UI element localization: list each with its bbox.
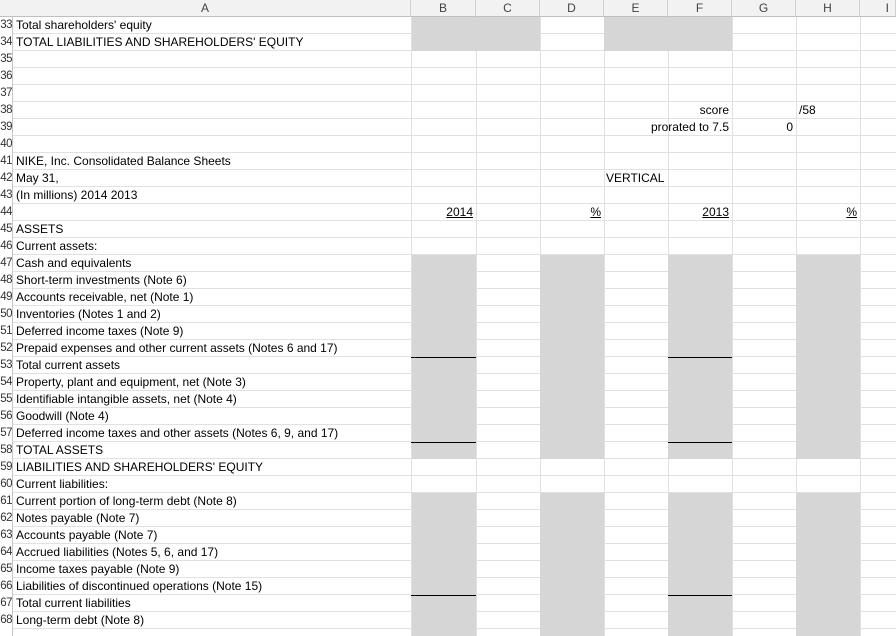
- cell-a-row[interactable]: Short-term investments (Note 6): [16, 273, 187, 287]
- row-number[interactable]: 53: [0, 359, 12, 371]
- cell-f38-score-label[interactable]: score: [699, 103, 729, 117]
- cell-h38-score-value[interactable]: /58: [799, 103, 816, 117]
- cell-a-row[interactable]: Long-term debt (Note 8): [16, 613, 145, 627]
- row-number[interactable]: 39: [0, 121, 12, 133]
- row-number[interactable]: 38: [0, 104, 12, 116]
- shaded-cells-e33-f34: [604, 17, 732, 51]
- cell-a-row[interactable]: Total current liabilities: [16, 596, 131, 610]
- row-number[interactable]: 61: [0, 495, 12, 507]
- cell-a-row[interactable]: Accrued liabilities (Notes 5, 6, and 17): [16, 545, 219, 559]
- cell-h44-percent[interactable]: %: [846, 205, 857, 219]
- row-number[interactable]: 33: [0, 19, 12, 31]
- cell-b44-year-2014[interactable]: 2014: [446, 205, 473, 219]
- cell-g39-prorated-value[interactable]: 0: [786, 120, 793, 134]
- cell-a-row[interactable]: (In millions) 2014 2013: [16, 188, 138, 202]
- cell-a-row[interactable]: Cash and equivalents: [16, 256, 132, 270]
- column-header-h[interactable]: H: [796, 0, 860, 17]
- cell-a-row[interactable]: TOTAL LIABILITIES AND SHAREHOLDERS' EQUITY: [16, 35, 304, 49]
- total-border-f66: [668, 595, 732, 596]
- row-number[interactable]: 35: [0, 53, 12, 65]
- row-number[interactable]: 54: [0, 376, 12, 388]
- column-header-d[interactable]: D: [540, 0, 604, 17]
- row-number[interactable]: 50: [0, 308, 12, 320]
- row-number[interactable]: 42: [0, 172, 12, 184]
- cell-a-row[interactable]: Total shareholders' equity: [16, 18, 152, 32]
- cell-a-row[interactable]: NIKE, Inc. Consolidated Balance Sheets: [16, 154, 231, 168]
- cell-a-row[interactable]: Current portion of long-term debt (Note 8): [16, 494, 237, 508]
- cell-a-row[interactable]: TOTAL ASSETS: [16, 443, 104, 457]
- shaded-cells-f61-f68: [668, 493, 732, 636]
- column-header-f[interactable]: F: [668, 0, 732, 17]
- row-number[interactable]: 56: [0, 410, 12, 422]
- row-number[interactable]: 64: [0, 546, 12, 558]
- cell-a-row[interactable]: Notes payable (Note 7): [16, 511, 140, 525]
- row-gridline: [0, 84, 896, 85]
- row-number[interactable]: 34: [0, 36, 12, 48]
- row-number[interactable]: 49: [0, 291, 12, 303]
- cell-f44-year-2013[interactable]: 2013: [702, 205, 729, 219]
- total-border-b52: [411, 357, 476, 358]
- row-number[interactable]: 45: [0, 223, 12, 235]
- row-number[interactable]: 65: [0, 563, 12, 575]
- row-number[interactable]: 60: [0, 478, 12, 490]
- row-number[interactable]: 62: [0, 512, 12, 524]
- row-number[interactable]: 37: [0, 87, 12, 99]
- cell-a-row[interactable]: Inventories (Notes 1 and 2): [16, 307, 161, 321]
- row-gridline: [0, 237, 896, 238]
- column-header-a[interactable]: A: [0, 0, 411, 17]
- row-number[interactable]: 36: [0, 70, 12, 82]
- cell-a-row[interactable]: Total current assets: [16, 358, 121, 372]
- column-header-e[interactable]: E: [604, 0, 668, 17]
- row-number[interactable]: 51: [0, 325, 12, 337]
- row-number[interactable]: 67: [0, 597, 12, 609]
- row-gridline: [0, 67, 896, 68]
- row-number[interactable]: 41: [0, 155, 12, 167]
- cell-a-row[interactable]: Deferred income taxes (Note 9): [16, 324, 184, 338]
- row-number[interactable]: 46: [0, 240, 12, 252]
- column-header-c[interactable]: C: [476, 0, 540, 17]
- cell-a-row[interactable]: Identifiable intangible assets, net (Note 4): [16, 392, 237, 406]
- row-number[interactable]: 57: [0, 427, 12, 439]
- cell-a-row[interactable]: Income taxes payable (Note 9): [16, 562, 180, 576]
- cell-f39-prorated-label[interactable]: prorated to 7.5: [650, 120, 729, 134]
- shaded-cells-d47-d58: [540, 255, 604, 459]
- cell-d44-percent[interactable]: %: [590, 205, 601, 219]
- total-border-b57: [411, 442, 476, 443]
- column-header-b[interactable]: B: [411, 0, 476, 17]
- cell-a-row[interactable]: LIABILITIES AND SHAREHOLDERS' EQUITY: [16, 460, 264, 474]
- shaded-cells-h47-h58: [796, 255, 860, 459]
- row-number[interactable]: 48: [0, 274, 12, 286]
- cell-a-row[interactable]: Goodwill (Note 4): [16, 409, 109, 423]
- cell-a-row[interactable]: Current assets:: [16, 239, 98, 253]
- shaded-cells-d61-d68: [540, 493, 604, 636]
- total-border-f57: [668, 442, 732, 443]
- row-number[interactable]: 68: [0, 614, 12, 626]
- cell-e42-vertical-label[interactable]: VERTICAL: [606, 171, 665, 185]
- column-header-i[interactable]: I: [860, 0, 896, 17]
- row-number[interactable]: 55: [0, 393, 12, 405]
- cell-a-row[interactable]: Prepaid expenses and other current assets (Notes 6 and 17): [16, 341, 338, 355]
- cell-a-row[interactable]: Deferred income taxes and other assets (Notes 6, 9, and 17): [16, 426, 339, 440]
- total-border-f52: [668, 357, 732, 358]
- row-number[interactable]: 52: [0, 342, 12, 354]
- cell-a-row[interactable]: Liabilities of discontinued operations (Note 15): [16, 579, 263, 593]
- row-number[interactable]: 43: [0, 189, 12, 201]
- shaded-cells-h61-h68: [796, 493, 860, 636]
- row-number[interactable]: 63: [0, 529, 12, 541]
- row-number[interactable]: 66: [0, 580, 12, 592]
- shaded-cells-b33-c34: [412, 17, 540, 51]
- row-number[interactable]: 47: [0, 257, 12, 269]
- shaded-cells-b61-b68: [412, 493, 476, 636]
- cell-a-row[interactable]: Property, plant and equipment, net (Note 3): [16, 375, 246, 389]
- cell-a-row[interactable]: Accounts payable (Note 7): [16, 528, 158, 542]
- cell-a-row[interactable]: May 31,: [16, 171, 59, 185]
- cell-a-row[interactable]: Accounts receivable, net (Note 1): [16, 290, 194, 304]
- cell-a-row[interactable]: ASSETS: [16, 222, 64, 236]
- row-number[interactable]: 40: [0, 138, 12, 150]
- cell-a-row[interactable]: Current liabilities:: [16, 477, 109, 491]
- row-number[interactable]: 58: [0, 444, 12, 456]
- row-number[interactable]: 59: [0, 461, 12, 473]
- total-border-b66: [411, 595, 476, 596]
- row-gridline: [0, 101, 896, 102]
- column-header-g[interactable]: G: [732, 0, 796, 17]
- row-number[interactable]: 44: [0, 206, 12, 218]
